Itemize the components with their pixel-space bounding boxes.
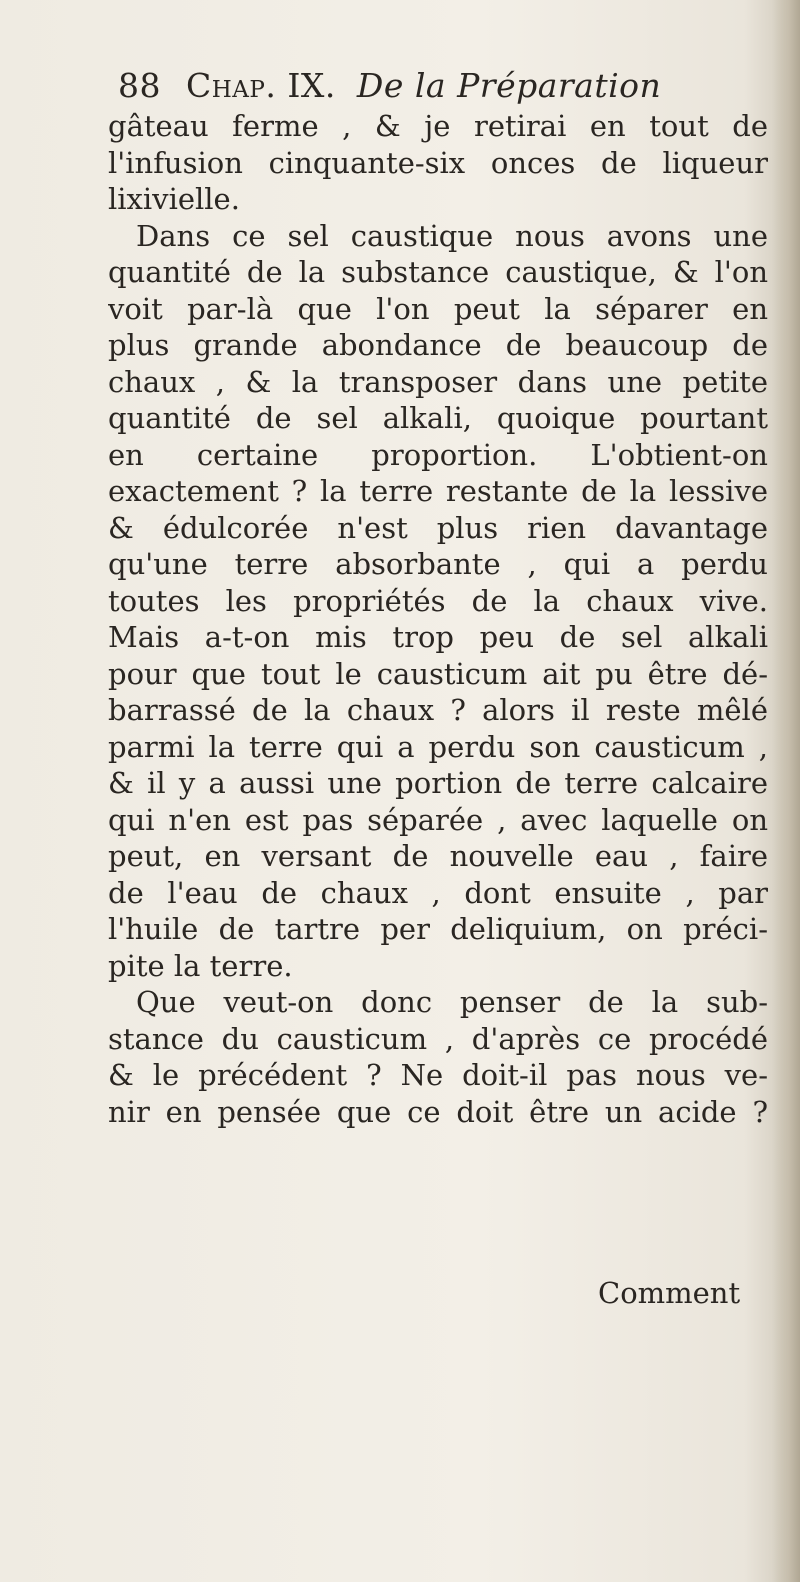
text-line: quantité de sel alkali, quoique pourtant	[108, 401, 768, 435]
text-line: quantité de la substance caustique, & l'on	[108, 255, 768, 289]
text-line: de l'eau de chaux , dont ensuite , par	[108, 875, 768, 910]
text-line: en certaine proportion. L'obtient-on	[108, 437, 768, 472]
text-line: chaux , & la transposer dans une petite	[108, 364, 768, 399]
running-title: De la Préparation	[356, 66, 662, 105]
text-line: & il y a aussi une portion de terre calcaire	[108, 766, 768, 800]
text-line: exactement ? la terre restante de la lessive	[108, 474, 768, 508]
body-text	[108, 108, 768, 1130]
text-line: barrassé de la chaux ? alors il reste mêlé	[108, 693, 768, 727]
text-line: plus grande abondance de beaucoup de	[108, 328, 768, 362]
text-line: stance du causticum , d'après ce procédé	[108, 1021, 768, 1056]
text-line: Mais a-t-on mis trop peu de sel alkali	[108, 620, 768, 654]
text-line: & le précédent ? Ne doit-il pas nous ve-	[108, 1058, 768, 1092]
text-line: l'huile de tartre per deliquium, on préci-	[108, 912, 768, 946]
text-line: Dans ce sel caustique nous avons une	[136, 218, 768, 253]
chapter-label: Chap. IX.	[186, 66, 336, 105]
text-line: qu'une terre absorbante , qui a perdu	[108, 547, 768, 581]
catchword: Comment	[598, 1276, 741, 1310]
text-line: pite la terre.	[108, 948, 293, 983]
text-line: pour que tout le causticum ait pu être dé-	[108, 656, 768, 691]
page-edge-shadow	[772, 0, 800, 1582]
text-line: toutes les propriétés de la chaux vive.	[108, 583, 768, 618]
text-line: l'infusion cinquante-six onces de liqueur	[108, 145, 768, 180]
text-line: voit par-là que l'on peut la séparer en	[108, 291, 768, 326]
text-line: peut, en versant de nouvelle eau , faire	[108, 839, 768, 873]
text-line: parmi la terre qui a perdu son causticum ,	[108, 729, 768, 764]
text-line: Que veut-on donc penser de la sub-	[136, 985, 768, 1019]
text-line: lixivielle.	[108, 182, 240, 216]
text-line: & édulcorée n'est plus rien davantage	[108, 510, 768, 545]
text-line: qui n'en est pas séparée , avec laquelle on	[108, 802, 768, 837]
page-number: 88	[118, 66, 161, 105]
text-line: nir en pensée que ce doit être un acide ?	[108, 1094, 768, 1129]
running-header	[118, 66, 661, 106]
text-line: gâteau ferme , & je retirai en tout de	[108, 109, 768, 143]
